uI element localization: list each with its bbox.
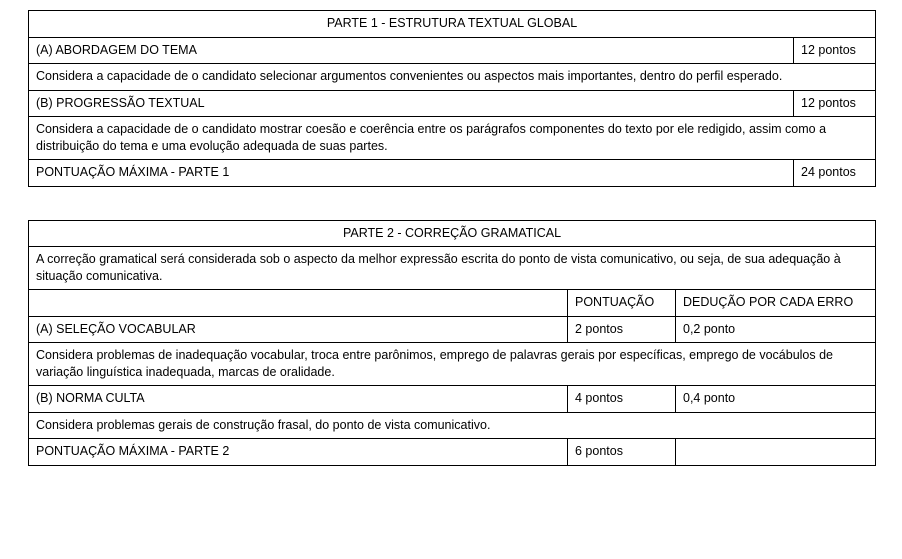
criterion-description-a2: Considera problemas de inadequação vocabular, troca entre parônimos, emprego de palavras gerais por específicas, emprego de vocábulos de variação linguística inadequada, marcas de oralidade. [29,343,876,386]
table-row [29,117,876,160]
table-row [29,343,876,386]
total-deduction-parte-2 [676,439,876,466]
criterion-label-b2: (B) NORMA CULTA [29,386,568,413]
header-blank [29,290,568,317]
table-row [29,37,876,64]
header-pontuacao: PONTUAÇÃO [568,290,676,317]
criterion-deduction-a2: 0,2 ponto [676,316,876,343]
table-intro-parte-2: A correção gramatical será considerada sob o aspecto da melhor expressão escrita do ponto de vista comunicativo, ou seja, de sua adequação à situação comunicativa. [29,247,876,290]
table-row [29,220,876,247]
table-parte-1 [28,10,876,187]
table-row [29,439,876,466]
criterion-score-a2: 2 pontos [568,316,676,343]
table-row [29,316,876,343]
table-title-parte-2: PARTE 2 - CORREÇÃO GRAMATICAL [29,220,876,247]
total-label-parte-2: PONTUAÇÃO MÁXIMA - PARTE 2 [29,439,568,466]
criterion-label-b: (B) PROGRESSÃO TEXTUAL [29,90,794,117]
table-parte-2 [28,220,876,466]
table-row [29,386,876,413]
total-label-parte-1: PONTUAÇÃO MÁXIMA - PARTE 1 [29,160,794,187]
table-row [29,64,876,91]
criterion-label-a2: (A) SELEÇÃO VOCABULAR [29,316,568,343]
table-row [29,247,876,290]
table-spacer [28,187,876,220]
criterion-description-a: Considera a capacidade de o candidato selecionar argumentos convenientes ou aspectos mais importantes, dentro do perfil esperado. [29,64,876,91]
table-title-parte-1: PARTE 1 - ESTRUTURA TEXTUAL GLOBAL [29,11,876,38]
table-row [29,90,876,117]
header-deducao: DEDUÇÃO POR CADA ERRO [676,290,876,317]
table-row [29,412,876,439]
criterion-deduction-b2: 0,4 ponto [676,386,876,413]
table-row [29,160,876,187]
total-score-parte-2: 6 pontos [568,439,676,466]
criterion-score-b2: 4 pontos [568,386,676,413]
table-row [29,11,876,38]
criterion-description-b: Considera a capacidade de o candidato mostrar coesão e coerência entre os parágrafos componentes do texto por ele redigido, assim como a distribuição do tema e uma evolução adequada de suas partes. [29,117,876,160]
criterion-description-b2: Considera problemas gerais de construção frasal, do ponto de vista comunicativo. [29,412,876,439]
criterion-points-a: 12 pontos [794,37,876,64]
criterion-label-a: (A) ABORDAGEM DO TEMA [29,37,794,64]
total-points-parte-1: 24 pontos [794,160,876,187]
table-header-row [29,290,876,317]
criterion-points-b: 12 pontos [794,90,876,117]
